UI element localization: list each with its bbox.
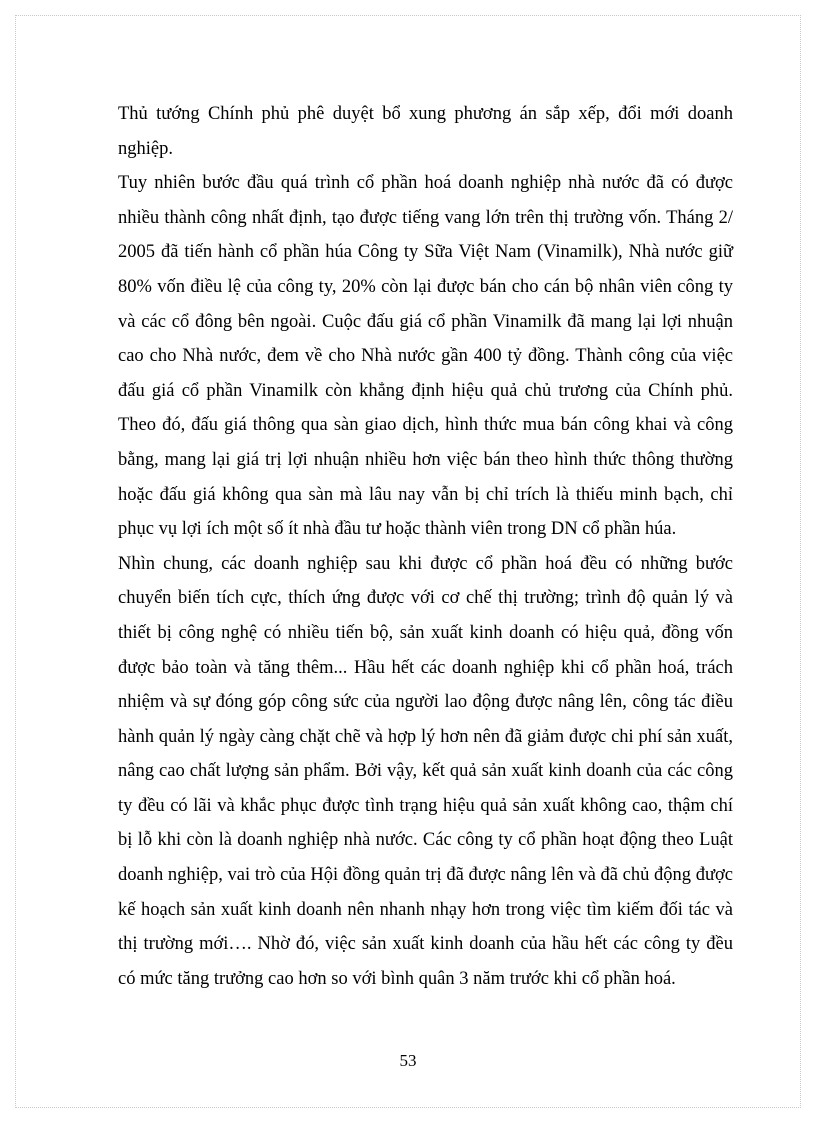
paragraph-1: Thủ tướng Chính phủ phê duyệt bổ xung phương án sắp xếp, đổi mới doanh nghiệp. <box>118 104 733 159</box>
paragraph-3: Nhìn chung, các doanh nghiệp sau khi được cổ phần hoá đều có những bước chuyển biến tích cực, thích ứng được với cơ chế thị trường; trình độ quản lý và thiết bị công nghệ có nhiều tiến bộ, sản xuất kinh doanh có hiệu quả, đồng vốn được bảo toàn và tăng thêm... Hầu hết các doanh nghiệp khi cổ phần hoá, trách nhiệm và sự đóng góp công sức của người lao động được nâng lên, công tác điều hành quản lý ngày càng chặt chẽ và hợp lý hơn nên đã giảm được chi phí sản xuất, nâng cao chất lượng sản phẩm. Bởi vậy, kết quả sản xuất kinh doanh của các công ty đều có lãi và khắc phục được tình trạng hiệu quả sản xuất không cao, thậm chí bị lỗ khi còn là doanh nghiệp nhà nước. Các công ty cổ phần hoạt động theo Luật doanh nghiệp, vai trò của Hội đồng quản trị đã được nâng lên và đã chủ động được kế hoạch sản xuất kinh doanh nên nhanh nhạy hơn trong việc tìm kiếm đối tác và thị trường mới…. Nhờ đó, việc sản xuất kinh doanh của hầu hết các công ty đều có mức tăng trưởng cao hơn so với bình quân 3 năm trước khi cổ phần hoá. <box>118 553 733 989</box>
paragraph-2: Tuy nhiên bước đầu quá trình cổ phần hoá doanh nghiệp nhà nước đã có được nhiều thành công nhất định, tạo được tiếng vang lớn trên thị trường vốn. Tháng 2/ 2005 đã tiến hành cổ phần húa Công ty Sữa Việt Nam (Vinamilk), Nhà nước giữ 80% vốn điều lệ của công ty, 20% còn lại được bán cho cán bộ nhân viên công ty và các cổ đông bên ngoài. Cuộc đấu giá cổ phần Vinamilk đã mang lại lợi nhuận cao cho Nhà nước, đem về cho Nhà nước gần 400 tỷ đồng. Thành công của việc đấu giá cổ phần Vinamilk còn khẳng định hiệu quả chủ trương của Chính phủ. Theo đó, đấu giá thông qua sàn giao dịch, hình thức mua bán công khai và công bằng, mang lại giá trị lợi nhuận nhiều hơn việc bán theo hình thức thông thường hoặc đấu giá không qua sàn mà lâu nay vẫn bị chỉ trích là thiếu minh bạch, chỉ phục vụ lợi ích một số ít nhà đầu tư hoặc thành viên trong DN cổ phần húa. <box>118 173 733 540</box>
page-number: 53 <box>399 1051 417 1070</box>
document-body <box>118 97 733 996</box>
